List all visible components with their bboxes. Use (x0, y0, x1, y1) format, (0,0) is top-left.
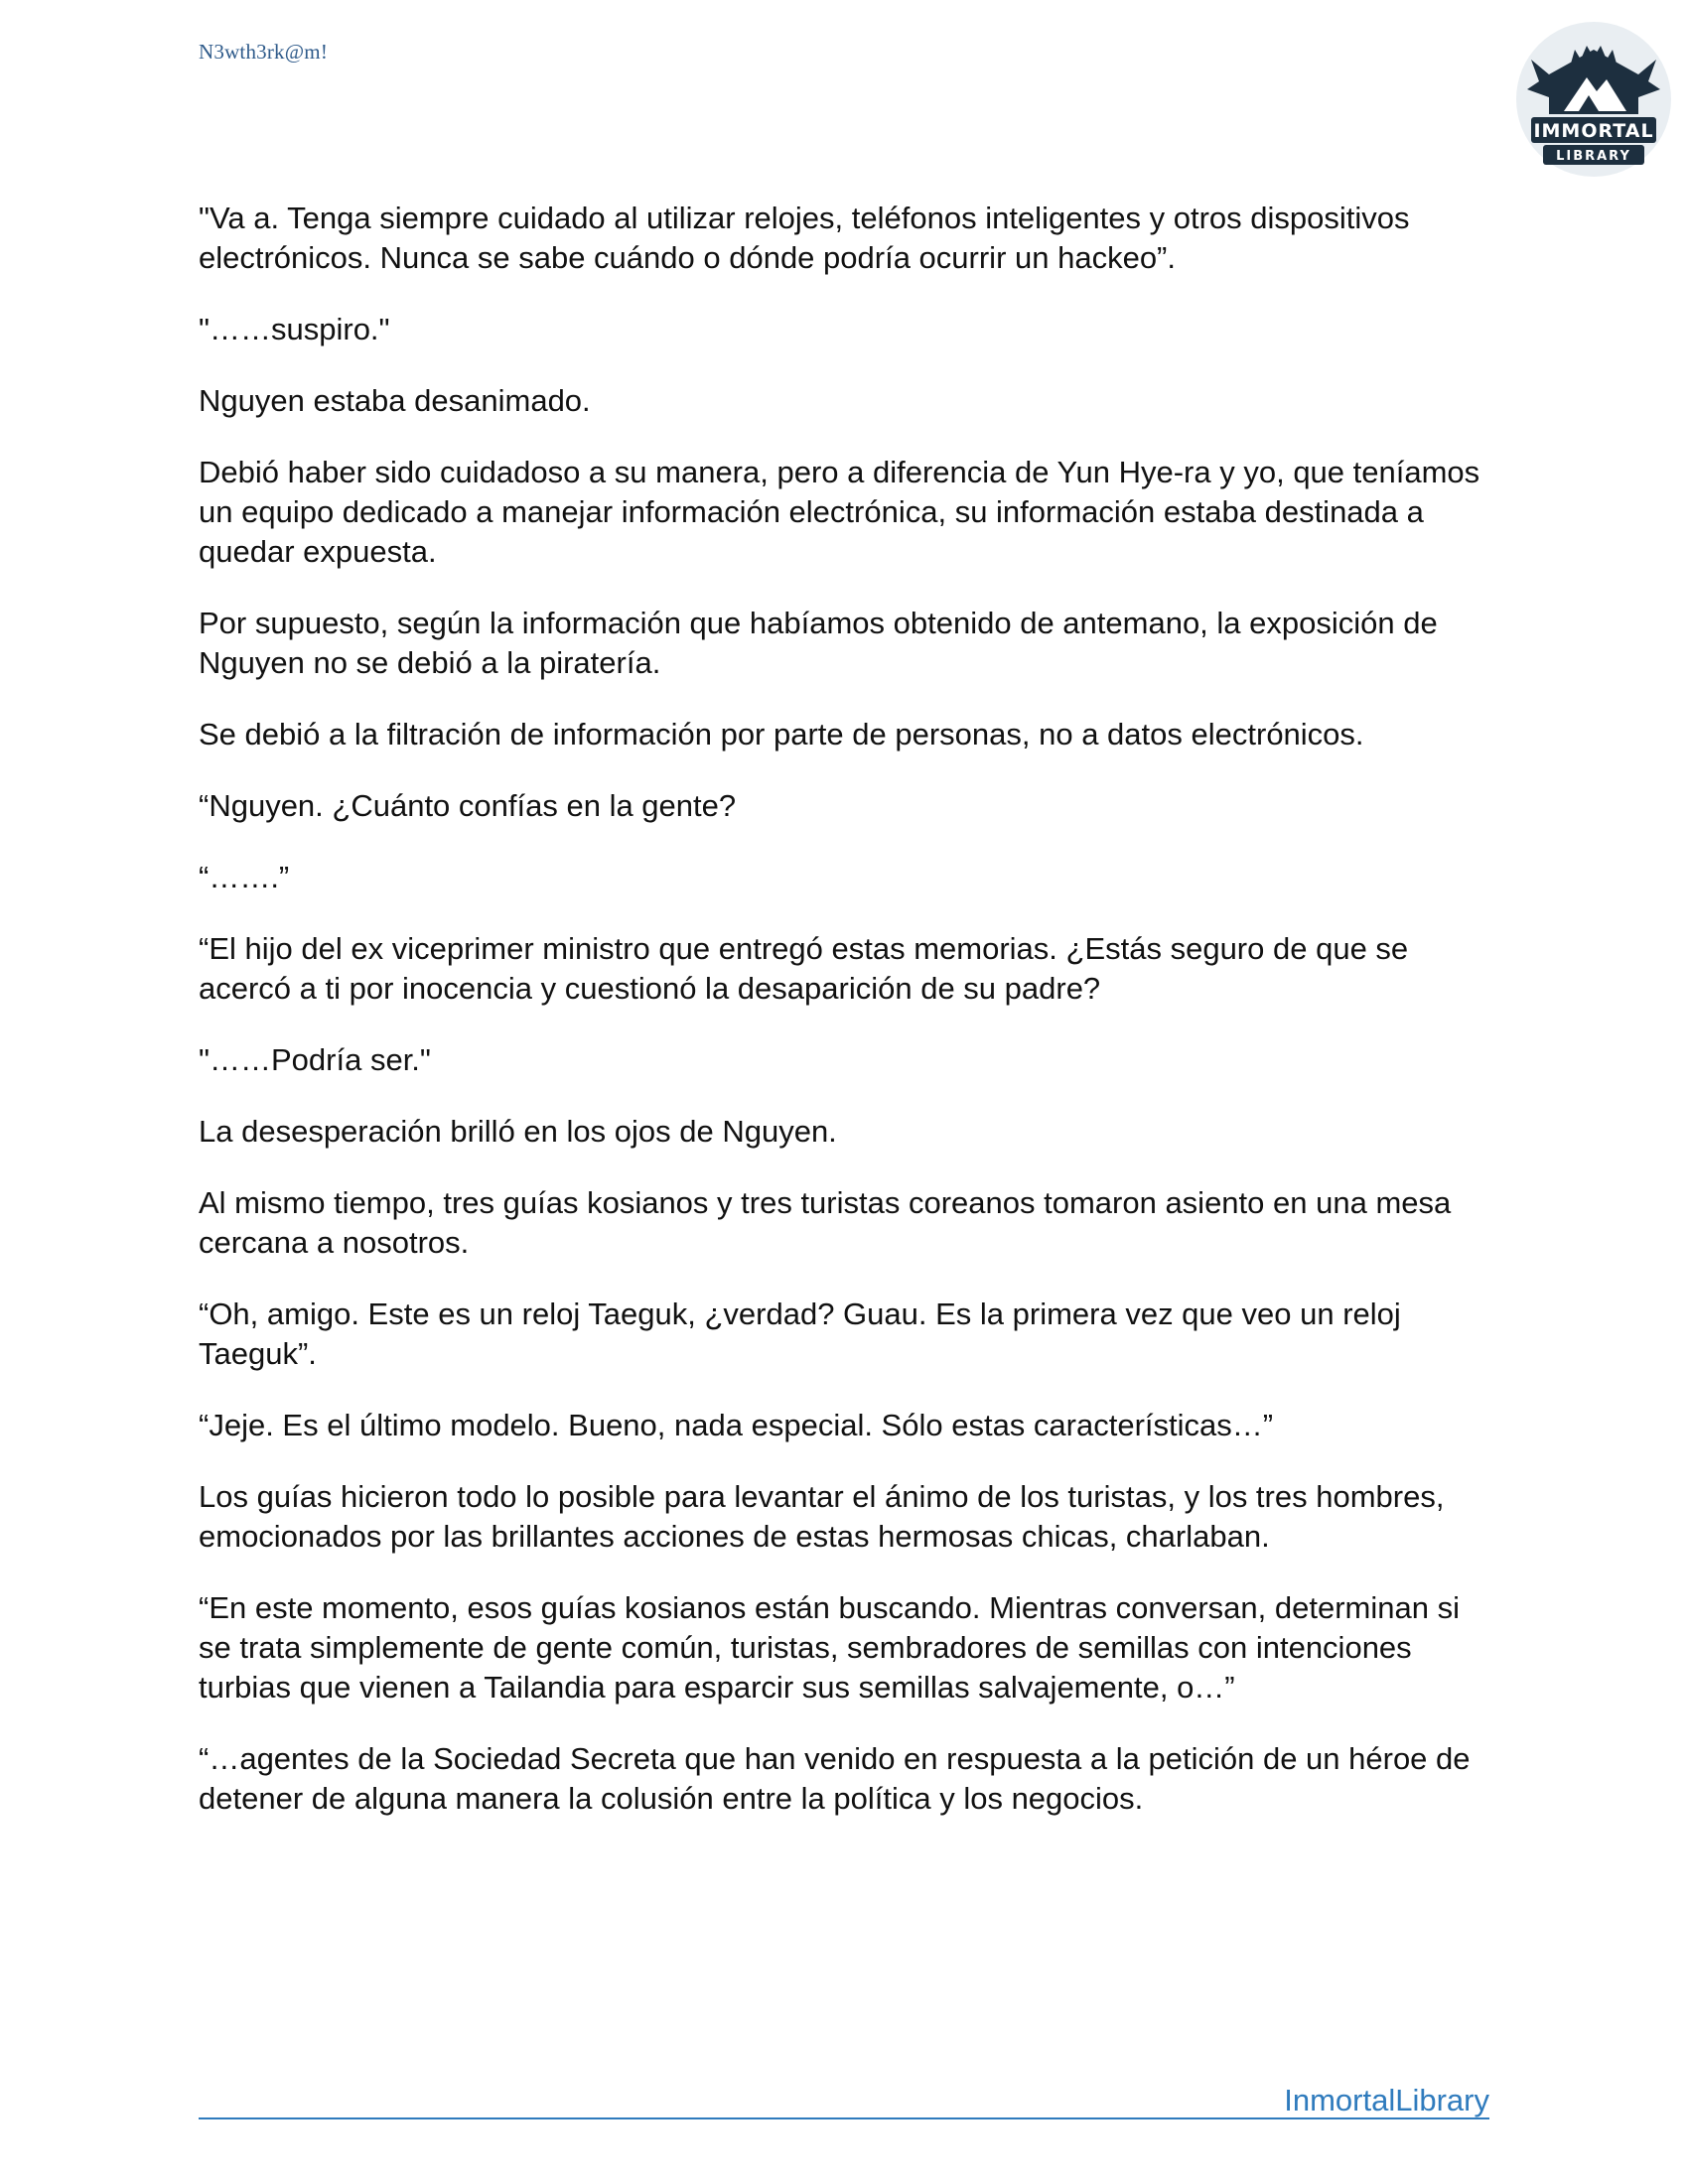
paragraph: "……suspiro." (199, 312, 390, 346)
immortal-library-logo (1509, 20, 1678, 189)
paragraph: “El hijo del ex viceprimer ministro que entregó estas memorias. ¿Estás seguro de que se acercó a ti por inocencia y cuestionó la desaparición de su padre? (199, 931, 1409, 1006)
paragraph: "Va a. Tenga siempre cuidado al utilizar relojes, teléfonos inteligentes y otros dispositivos electrónicos. Nunca se sabe cuándo o dónde podría ocurrir un hackeo”. (199, 201, 1410, 275)
paragraph: “Oh, amigo. Este es un reloj Taeguk, ¿verdad? Guau. Es la primera vez que veo un reloj Taeguk”. (199, 1297, 1401, 1371)
paragraph: "……Podría ser." (199, 1042, 431, 1077)
paragraph: Debió haber sido cuidadoso a su manera, pero a diferencia de Yun Hye-ra y yo, que teníamos un equipo dedicado a manejar información electrónica, su información estaba destinada a quedar expuesta. (199, 455, 1480, 569)
logo-line-2: LIBRARY (1556, 149, 1631, 164)
paragraph: Por supuesto, según la información que habíamos obtenido de antemano, la exposición de Nguyen no se debió a la piratería. (199, 606, 1438, 680)
logo-line-1: IMMORTAL (1533, 120, 1654, 142)
header-watermark: N3wth3rk@m! (199, 40, 329, 64)
paragraph: “En este momento, esos guías kosianos están buscando. Mientras conversan, determinan si se trata simplemente de gente común, turistas, sembradores de semillas con intenciones turbias que vienen a Tailandia para esparcir sus semillas salvajemente, o…” (199, 1590, 1460, 1705)
paragraph: Nguyen estaba desanimado. (199, 383, 591, 418)
paragraph: “Nguyen. ¿Cuánto confías en la gente? (199, 788, 737, 823)
footer-link[interactable]: InmortalLibrary (1284, 2083, 1489, 2117)
paragraph: “…….” (199, 860, 290, 894)
paragraph: “…agentes de la Sociedad Secreta que han venido en respuesta a la petición de un héroe de detener de alguna manera la colusión entre la política y los negocios. (199, 1741, 1471, 1816)
paragraph: Los guías hicieron todo lo posible para levantar el ánimo de los turistas, y los tres hombres, emocionados por las brillantes acciones de estas hermosas chicas, charlaban. (199, 1479, 1445, 1554)
paragraph: Al mismo tiempo, tres guías kosianos y tres turistas coreanos tomaron asiento en una mesa cercana a nosotros. (199, 1185, 1452, 1260)
paragraph: La desesperación brilló en los ojos de Nguyen. (199, 1114, 837, 1149)
paragraph: Se debió a la filtración de información por parte de personas, no a datos electrónicos. (199, 717, 1364, 751)
document-body (199, 199, 1489, 1850)
paragraph: “Jeje. Es el último modelo. Bueno, nada especial. Sólo estas características…” (199, 1408, 1274, 1442)
